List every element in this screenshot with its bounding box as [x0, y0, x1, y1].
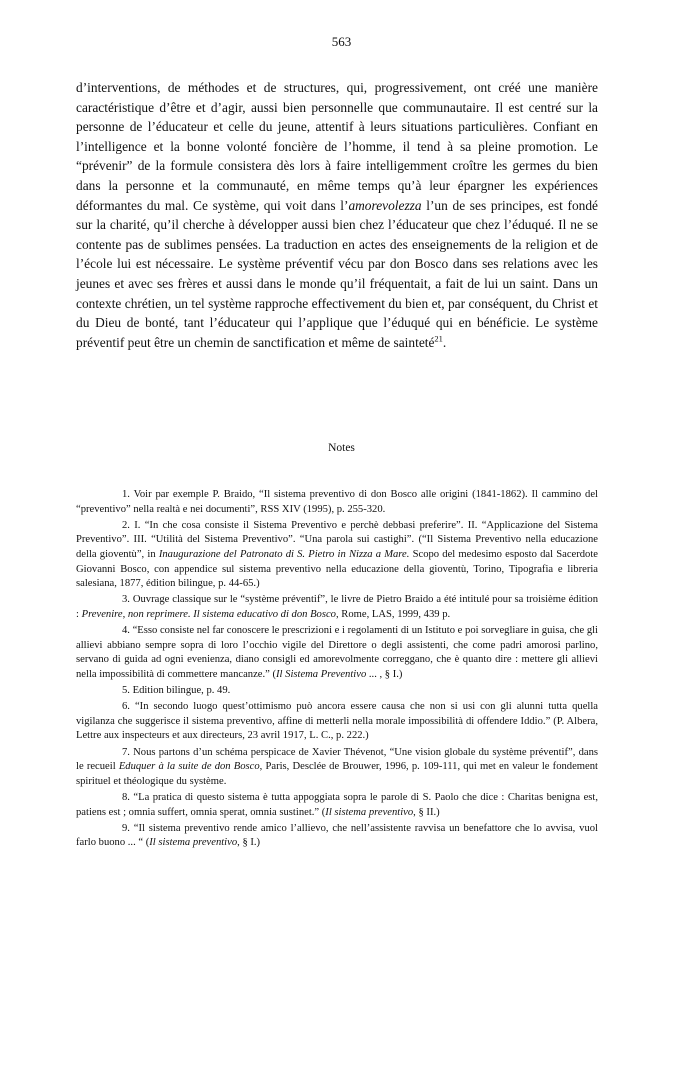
- note-italic: Il sistema preventivo: [149, 837, 238, 849]
- note-4: [76, 624, 598, 682]
- note-text: , § I.): [237, 837, 261, 849]
- body-text-part: l’un de ses principes, est fondé sur la charité, qu’il cherche à développer aussi bien chez l’éducateur que chez l’éduqué. Il ne se contente pas de sublimes pensées. La traduction en actes des enseignements de la religion et de l’école lui est nécessaire. Le système préventif vécu par don Bosco dans ses relations avec les jeunes et avec ses frères et aussi dans le monde qu’il fréquentait, a fait de lui un saint. Dans un contexte chrétien, un tel système rapproche effectivement du bien et, par conséquent, du Christ et du Dieu de bonté, tant l’éducateur qui l’applique que l’éduqué qui en bénéficie. Le système préventif peut être un chemin de sanctification et même de sainteté: [76, 197, 598, 350]
- body-text-part: d’interventions, de méthodes et de structures, qui, progressivement, ont créé une manière caractéristique d’être et d’agir, aussi bien personnelle que communautaire. Il est centré sur la personne de l’éducateur et celle du jeune, attentif à leurs situations particulières. Confiant en l’intelligence et la bonne volonté foncière de l’homme, il tend à sa pleine promotion. Le “prévenir” de la formule consistera dès lors à faire intelligemment croître les germes du bien dans la personne et la communauté, en même temps qu’à leur épargner les expériences déformantes du mal. Ce système, qui voit dans l’: [76, 80, 598, 213]
- note-6: [76, 700, 598, 744]
- note-italic: Prevenire, non reprimere. Il sistema educativo di don Bosco: [81, 608, 336, 620]
- note-7: [76, 746, 598, 790]
- note-1: [76, 488, 598, 517]
- note-9: [76, 822, 598, 851]
- note-text: 9. “Il sistema preventivo rende amico l’allievo, che nell’assistente ravvisa un benefattore che lo avvisa, vuol farlo buono ... “ (: [76, 822, 598, 849]
- note-text: 5. Edition bilingue, p. 49.: [122, 685, 231, 697]
- note-text: 6. “In secondo luogo quest’ottimismo può ancora essere causa che non si usi con gli alunni tutta quella vigilanza che suggerisce il sistema preventivo, affine di metterli nella morale impossibilità di offendere Iddio.” (P. Albera, Lettre aux inspecteurs et aux directeurs, 23 avril 1917, L. C., p. 222.): [76, 701, 598, 742]
- notes-heading: Notes: [328, 442, 355, 454]
- note-text: 3. Ouvrage classique sur le “système préventif”, le livre de Pietro Braido a été intitulé pour sa troisième édition :: [76, 594, 598, 620]
- note-italic: Il sistema preventivo: [325, 806, 414, 818]
- note-text: ... , § I.): [366, 668, 403, 680]
- note-3: [76, 593, 598, 622]
- note-italic: Il Sistema Preventivo: [276, 668, 367, 680]
- note-italic: Eduquer à la suite de don Bosco: [118, 761, 260, 773]
- body-text-italic: amorevolezza: [348, 197, 422, 213]
- note-2: [76, 519, 598, 592]
- body-paragraph: [76, 78, 598, 352]
- note-text: 2. I. “In che cosa consiste il Sistema Preventivo e perchè debbasi preferire”. II. “Applicazione del Sistema Preventivo”. III. “Utilità del Sistema Preventivo”. “Una parola sui castighi”. (“Il Sistema Preventivo nella educazione della gioventù”, in: [76, 519, 598, 560]
- note-text: 4. “Esso consiste nel far conoscere le prescrizioni e i regolamenti di un Istituto e poi sorvegliare in guisa, che gli allievi abbiano sempre sopra di loro l’occhio vigile del Direttore o degli assistenti, che come padri amorosi parlino, servano di guida ad ogni evenienza, diano consigli ed amorevolmente correggano, che è quanto dire : mettere gli allievi nella impossibilità di commettere mancanze.” (: [76, 625, 598, 680]
- page-number: 563: [331, 34, 352, 49]
- note-italic: Inaugurazione del Patronato di S. Pietro in Nizza a Mare.: [158, 548, 410, 560]
- note-text: 8. “La pratica di questo sistema è tutta appoggiata sopra le parole di S. Paolo che dice : Charitas benigna est, patiens est ; omnia suffert, omnia sperat, omnia sustinet.” (: [76, 792, 598, 818]
- footnote-ref: 21: [434, 333, 443, 344]
- note-text: , Paris, Desclée de Brouwer, 1996, p. 109-111, qui met en valeur le fondement spirituel et théologique du système.: [76, 761, 598, 787]
- note-text: , § II.): [413, 806, 440, 818]
- note-5: [76, 684, 598, 699]
- note-text: 1. Voir par exemple P. Braido, “Il sistema preventivo di don Bosco alle origini (1841-1862). Il cammino del “preventivo” nella realtà e nei documenti”, RSS XIV (1995), p. 255-320.: [76, 489, 598, 515]
- note-text: , Rome, LAS, 1999, 439 p.: [335, 608, 451, 620]
- body-text-part: .: [442, 334, 447, 350]
- note-8: [76, 791, 598, 820]
- note-text: Scopo del medesimo esposto dal Sacerdote Giovanni Bosco, con appendice sul sistema preventivo nella educazione della gioventù, Torino, Tipografia e libreria salesiana, 1877, édition bilingue, p. 44-65.): [76, 548, 598, 590]
- note-text: 7. Nous partons d’un schéma perspicace de Xavier Thévenot, “Une vision globale du système préventif”, dans le recueil: [76, 746, 598, 773]
- notes-list: [76, 488, 598, 853]
